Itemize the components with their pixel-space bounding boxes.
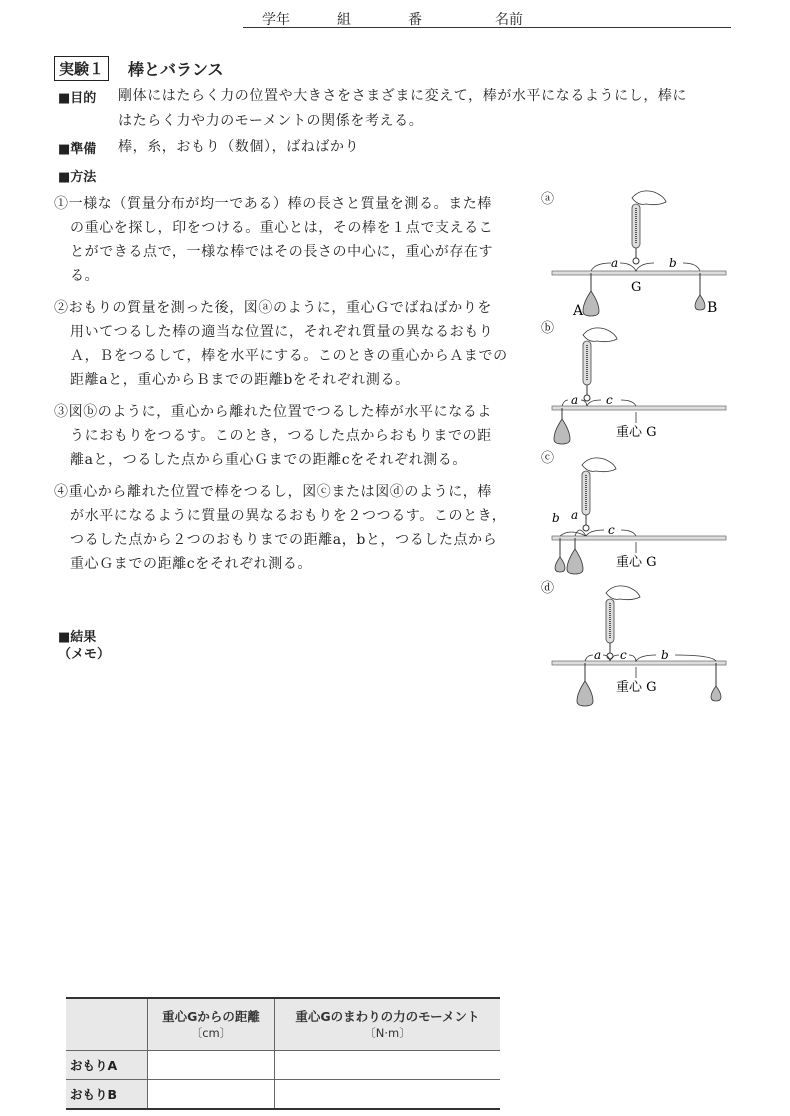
figure-b xyxy=(541,321,726,444)
distance-header-label: 重心Gからの距離 xyxy=(162,1008,260,1024)
step-line: の重心を探し，印をつける。重心とは，その棒を１点で支えるこ xyxy=(70,220,494,236)
step-line: る。 xyxy=(70,268,100,284)
rod xyxy=(552,536,726,540)
step-line: 離aと，つるした点から重心Ｇまでの距離cをそれぞれ測る。 xyxy=(70,452,467,468)
step-line: Ａ，Ｂをつるして，棒を水平にする。このときの重心からＡまでの xyxy=(70,348,508,364)
step-line: うにおもりをつるす。このとき，つるした点からおもりまでの距 xyxy=(70,428,492,444)
moment-cell-b[interactable] xyxy=(275,1080,501,1110)
length-a-label: a xyxy=(594,648,602,662)
preparation-label: ■準備 xyxy=(58,142,97,157)
figure-a xyxy=(541,191,726,319)
length-b-label: b xyxy=(669,256,677,270)
row-label-weight-b: おもりB xyxy=(66,1080,148,1110)
weight-b-label: B xyxy=(707,300,718,316)
number-label: 番 xyxy=(408,12,422,28)
row-label-weight-a: おもりA xyxy=(66,1051,148,1080)
purpose-text: はたらく力や力のモーメントの関係を考える。 xyxy=(118,113,424,129)
step-line: ④重心から離れた位置で棒をつるし，図ⓒまたは図ⓓのように，棒 xyxy=(54,484,492,500)
class-label: 組 xyxy=(337,12,351,28)
figure-d-tag: ⓓ xyxy=(541,581,555,596)
step-line: ③図ⓑのように，重心から離れた位置でつるした棒が水平になるよ xyxy=(54,404,492,420)
memo-label: （メモ） xyxy=(58,647,111,662)
result-label: ■結果 xyxy=(58,630,97,645)
step-line: が水平になるように質量の異なるおもりを２つつるす。このとき， xyxy=(70,508,507,524)
distance-unit: 〔cm〕 xyxy=(190,1025,232,1040)
method-label: ■方法 xyxy=(58,170,97,185)
table-header-row xyxy=(66,998,500,1051)
step-line: ①一様な（質量分布が均一である）棒の長さと質量を測る。また棒 xyxy=(54,196,492,212)
figure-c xyxy=(541,451,726,574)
column-header-blank xyxy=(66,998,148,1051)
experiment-title: 棒とバランス xyxy=(128,60,224,79)
purpose-text: 剛体にはたらく力の位置や大きさをさまざまに変えて，棒が水平になるようにし，棒に xyxy=(118,88,688,104)
step-line: ②おもりの質量を測った後，図ⓐのように，重心Ｇでばねばかりを xyxy=(54,300,492,316)
length-c-label: c xyxy=(606,393,613,407)
column-header-moment xyxy=(275,998,501,1051)
results-table xyxy=(66,997,500,1110)
moment-header-label: 重心Gのまわりの力のモーメント xyxy=(295,1008,480,1024)
length-b-label: b xyxy=(661,648,669,662)
weight-a-label: A xyxy=(573,303,584,319)
experiment-badge: 実験１ xyxy=(54,56,109,81)
figure-d xyxy=(541,581,726,706)
center-of-gravity-label: 重心 G xyxy=(616,680,657,695)
table-row xyxy=(66,1080,500,1110)
center-of-gravity-label: 重心 G xyxy=(616,425,657,440)
moment-cell-a[interactable] xyxy=(275,1051,501,1080)
figure-a-tag: ⓐ xyxy=(541,192,555,207)
step-line: 用いてつるした棒の適当な位置に，それぞれ質量の異なるおもり xyxy=(70,324,494,340)
step-line: 重心Ｇまでの距離cをそれぞれ測る。 xyxy=(70,556,313,572)
figure-b-tag: ⓑ xyxy=(541,321,555,336)
grade-label: 学年 xyxy=(262,12,290,28)
length-c-label: c xyxy=(608,523,615,537)
length-b-label: b xyxy=(552,511,560,525)
experiment-figures xyxy=(535,185,735,710)
length-a-label: a xyxy=(571,508,579,522)
step-line: 距離aと，重心からＢまでの距離bをそれぞれ測る。 xyxy=(70,372,410,388)
figure-c-tag: ⓒ xyxy=(541,451,555,466)
center-of-gravity-label: 重心 G xyxy=(616,555,657,570)
table-row xyxy=(66,1051,500,1080)
column-header-distance xyxy=(148,998,275,1051)
distance-cell-a[interactable] xyxy=(148,1051,275,1080)
length-c-label: c xyxy=(620,648,627,662)
distance-cell-b[interactable] xyxy=(148,1080,275,1110)
name-line xyxy=(243,27,731,28)
preparation-text: 棒，糸，おもり（数個），ばねばかり xyxy=(118,139,360,155)
length-a-label: a xyxy=(611,256,619,270)
name-label: 名前 xyxy=(495,12,523,28)
length-a-label: a xyxy=(571,393,579,407)
moment-unit: 〔N·m〕 xyxy=(364,1025,411,1040)
g-label: G xyxy=(631,280,642,295)
step-line: とができる点で，一様な棒ではその長さの中心に，重心が存在す xyxy=(70,244,494,260)
rod xyxy=(552,661,726,665)
step-line: つるした点から２つのおもりまでの距離a，bと，つるした点から xyxy=(70,532,498,548)
purpose-label: ■目的 xyxy=(58,91,97,106)
